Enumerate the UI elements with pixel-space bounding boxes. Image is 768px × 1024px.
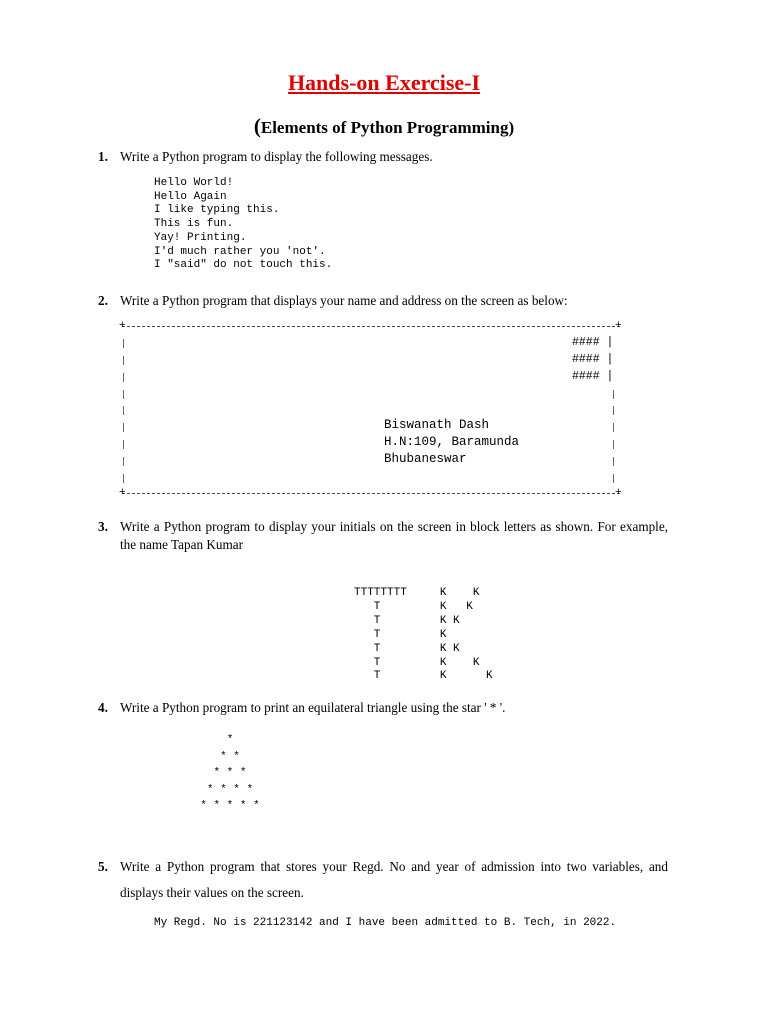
question-5 [98, 854, 668, 906]
box-hash-row: #### | [572, 370, 614, 383]
box-corner: + [615, 320, 622, 332]
question-text: Write a Python program that stores your Regd. No and year of admission into two variables, and displays their values on the screen. [120, 859, 668, 900]
address-house: H.N:109, Baramunda [384, 435, 520, 449]
question-4 [98, 699, 668, 717]
box-bottom-border [122, 493, 620, 494]
box-right-bar [613, 457, 614, 466]
question-text: Write a Python program that displays your name and address on the screen as below: [120, 293, 568, 308]
box-corner: + [119, 320, 126, 332]
box-left-bar [123, 423, 124, 432]
box-left-bar [123, 390, 124, 399]
question-number: 3. [98, 519, 108, 534]
page-subtitle [0, 114, 768, 139]
question-4-output: * * * * * * * * * * * * * * * [200, 734, 260, 813]
box-left-bar [123, 339, 124, 348]
question-2 [98, 292, 668, 310]
box-right-bar [613, 474, 614, 483]
question-number: 1. [98, 149, 108, 164]
subtitle-text: Elements of Python Programming) [260, 118, 515, 137]
page-title: Hands-on Exercise-I [287, 70, 481, 95]
box-left-bar [123, 440, 124, 449]
question-text: Write a Python program to display your initials on the screen in block letters as shown. For example, the name Tapan Kumar [120, 519, 668, 552]
question-text: Write a Python program to display the following messages. [120, 149, 433, 164]
box-left-bar [123, 457, 124, 466]
question-5-output: My Regd. No is 221123142 and I have been admitted to B. Tech, in 2022. [154, 917, 617, 929]
box-right-bar [613, 390, 614, 399]
address-name: Biswanath Dash [384, 418, 490, 432]
address-city: Bhubaneswar [384, 452, 467, 466]
question-text: Write a Python program to print an equilateral triangle using the star ' * '. [120, 700, 506, 715]
subtitle-paren: ( [253, 114, 261, 138]
box-left-bar [123, 406, 124, 415]
box-top-border [122, 326, 620, 327]
question-3 [98, 518, 668, 554]
box-corner: + [119, 487, 126, 499]
question-number: 2. [98, 293, 108, 308]
box-right-bar [613, 406, 614, 415]
box-right-bar [613, 440, 614, 449]
address-box [119, 320, 622, 499]
box-hash-row: #### | [572, 336, 614, 349]
box-left-bar [123, 356, 124, 365]
box-left-bar [123, 373, 124, 382]
question-number: 5. [98, 859, 108, 874]
box-hash-row: #### | [572, 353, 614, 366]
question-1 [98, 148, 668, 166]
box-right-bar [613, 423, 614, 432]
question-number: 4. [98, 700, 108, 715]
question-3-output: TTTTTTTT K K T K K T K K T K T K K T K K T K K [354, 587, 493, 683]
question-1-output: Hello World! Hello Again I like typing this. This is fun. Yay! Printing. I'd much rather you 'not'. I "said" do not touch this. [154, 177, 333, 272]
box-left-bar [123, 474, 124, 483]
box-corner: + [615, 487, 622, 499]
